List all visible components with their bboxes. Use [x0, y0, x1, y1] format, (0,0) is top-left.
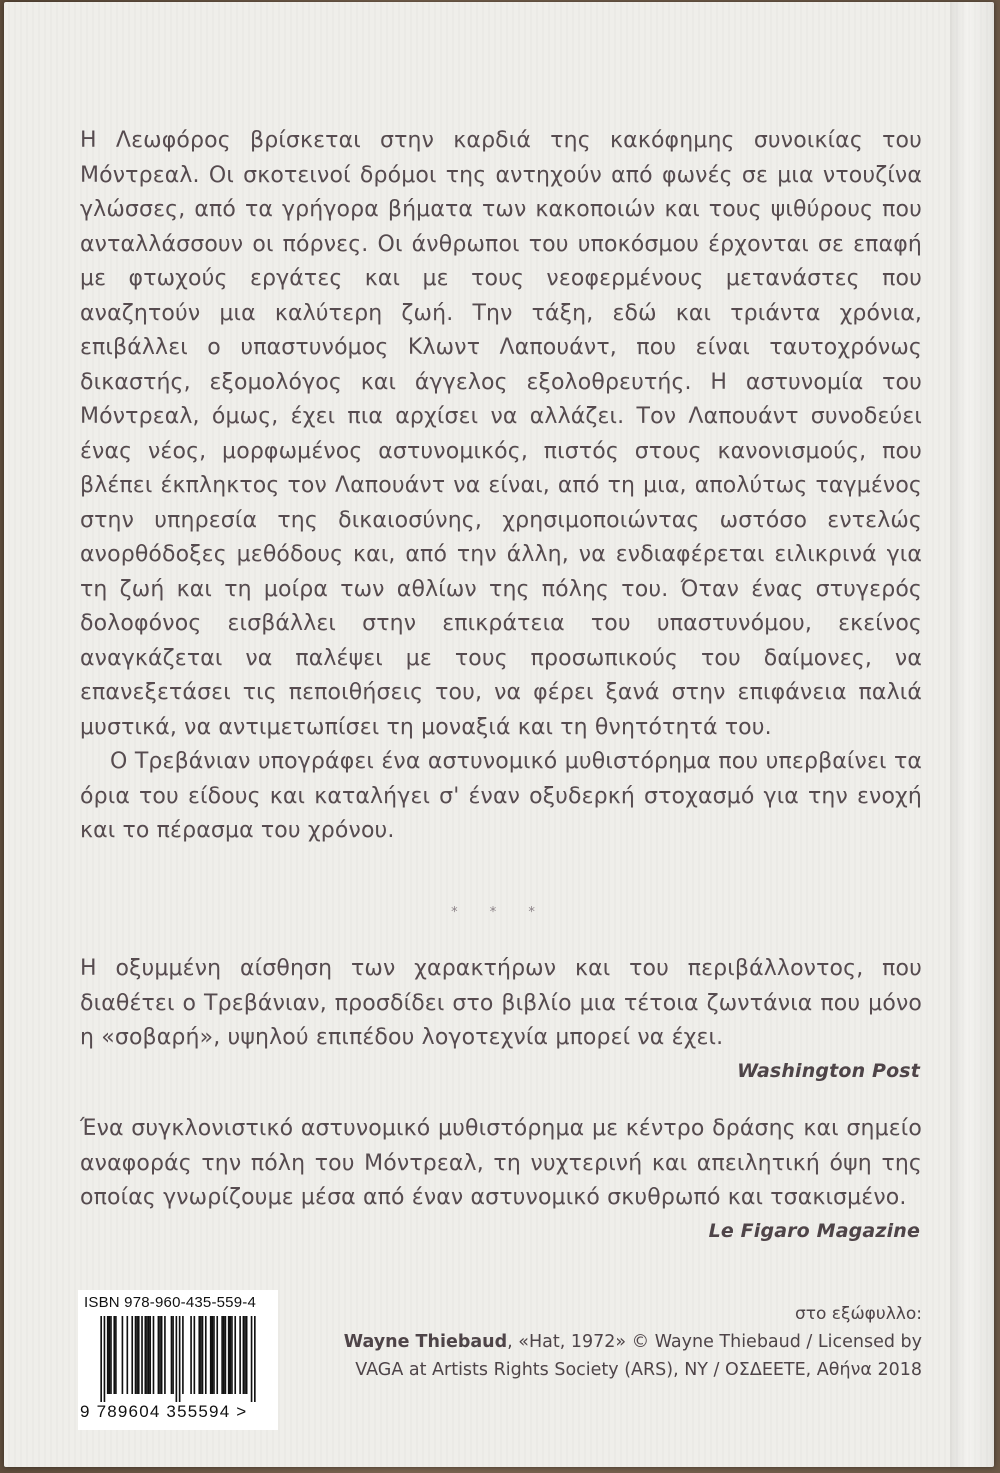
- barcode-bar: [109, 1316, 111, 1394]
- barcode-bar: [161, 1316, 163, 1394]
- barcode-bar: [228, 1316, 230, 1394]
- barcode-bar: [239, 1316, 241, 1394]
- blurb-paragraph-2: Ο Τρεβάνιαν υπογράφει ένα αστυνομικό μυθιστόρημα που υπερβαίνει τα όρια του είδους και καταλήγει σ' έναν οξυδερκή στοχασμό για την ενοχή και το πέρασμα του χρόνου.: [80, 749, 922, 843]
- review-quote-2: [80, 1112, 922, 1246]
- barcode-bar: [213, 1316, 215, 1394]
- artwork-info: , «Hat, 1972» © Wayne Thiebaud / Licensed by: [507, 1332, 922, 1352]
- barcode-bar: [141, 1316, 143, 1394]
- barcode-bar: [190, 1316, 192, 1394]
- barcode-bar: [107, 1316, 109, 1394]
- barcode-bar: [246, 1316, 248, 1394]
- barcode-bar: [179, 1316, 181, 1402]
- barcode-bar: [205, 1316, 207, 1394]
- barcode-bars: [84, 1316, 272, 1402]
- barcode-bar: [243, 1316, 245, 1394]
- section-separator: * * *: [451, 905, 549, 920]
- barcode-bar: [176, 1316, 178, 1402]
- credits-line-1: [282, 1328, 922, 1356]
- barcode-bar: [127, 1316, 129, 1394]
- barcode-bar: [202, 1316, 204, 1394]
- isbn-label: ISBN 978-960-435-559-4: [84, 1294, 257, 1311]
- quote-text: Η οξυμμένη αίσθηση των χαρακτήρων και του περιβάλλοντος, που διαθέτει ο Τρεβάνιαν, προσδίδει στο βιβλίο μια τέτοια ζωντάνια που μόνο η «σοβαρή», υψηλού επιπέδου λογοτεχνία μπορεί να έχει.: [80, 956, 922, 1050]
- barcode-bar: [113, 1316, 115, 1394]
- barcode-bar: [194, 1316, 196, 1394]
- barcode-bar: [234, 1316, 236, 1394]
- barcode-bar: [244, 1316, 246, 1394]
- cover-credits: [282, 1300, 922, 1384]
- barcode-bar: [198, 1316, 200, 1394]
- barcode-bar: [104, 1316, 106, 1402]
- barcode-bar: [138, 1316, 140, 1394]
- barcode-bar: [144, 1316, 146, 1394]
- credits-line-2: VAGA at Artists Rights Society (ARS), NY / ΟΣΔΕΕΤΕ, Αθήνα 2018: [355, 1360, 922, 1380]
- barcode-bar: [172, 1316, 174, 1394]
- barcode-bar: [171, 1316, 173, 1394]
- barcode-bar: [229, 1316, 231, 1394]
- barcode-bar: [146, 1316, 148, 1394]
- barcode-bar: [148, 1316, 150, 1394]
- barcode-bar: [223, 1316, 225, 1394]
- barcode-digits: 9 789604 355594 >: [80, 1402, 248, 1421]
- quote-source: Le Figaro Magazine: [708, 1219, 920, 1242]
- barcode-bar: [131, 1316, 133, 1394]
- barcode-bar: [254, 1316, 256, 1402]
- barcode-bar: [210, 1316, 212, 1394]
- quote-text: Ένα συγκλονιστικό αστυνομικό μυθιστόρημα με κέντρο δράσης και σημείο αναφοράς την πόλη του Μόντρεαλ, τη νυχτερινή και απειλητική όψη της οποίας γνωρίζουμε μέσα από έναν αστυνομικό σκυθρωπό και τσακισμένο.: [80, 1116, 922, 1210]
- spine-edge: [950, 2, 994, 1467]
- barcode-bar: [216, 1316, 218, 1394]
- barcode-bar: [164, 1316, 166, 1394]
- artist-name: Wayne Thiebaud: [343, 1332, 508, 1352]
- barcode-bar: [115, 1316, 117, 1394]
- barcode-bar: [153, 1316, 155, 1394]
- credits-label: στο εξώφυλλο:: [794, 1304, 922, 1324]
- barcode-bar: [158, 1316, 160, 1394]
- barcode-bar: [251, 1316, 253, 1402]
- barcode-bar: [212, 1316, 214, 1394]
- barcode-bar: [221, 1316, 223, 1394]
- barcode-bar: [135, 1316, 137, 1394]
- barcode-bar: [182, 1316, 184, 1394]
- barcode-bar: [149, 1316, 151, 1394]
- barcode-bar: [159, 1316, 161, 1394]
- blurb: [80, 124, 922, 849]
- barcode-bar: [231, 1316, 233, 1394]
- barcode-bar: [136, 1316, 138, 1394]
- barcode-bar: [110, 1316, 112, 1394]
- review-quote-1: [80, 952, 922, 1086]
- barcode-bar: [100, 1316, 102, 1402]
- blurb-paragraph-1: Η Λεωφόρος βρίσκεται στην καρδιά της κακόφημης συνοικίας του Μόντρεαλ. Οι σκοτεινοί δρόμοι της αντηχούν από φωνές σε μια ντουζίνα γλώσσες, από τα γρήγορα βήματα των κακοποιών και τους ψιθύρους που ανταλλάσσουν οι πόρνες. Οι άνθρωποι του υποκόσμου έρχονται σε επαφή με φτωχούς εργάτες και με τους νεοφερμένους μετανάστες που αναζητούν μια καλύτερη ζωή. Την τάξη, εδώ και τριάντα χρόνια, επιβάλλει ο υπαστυνόμος Κλωντ Λαπουάντ, που είναι ταυτοχρόνως δικαστής, εξομολόγος και άγγελος εξολοθρευτής. Η αστυνομία του Μόντρεαλ, όμως, έχει πια αρχίσει να αλλάζει. Τον Λαπουάντ συνοδεύει ένας νέος, μορφωμένος αστυνομικός, πιστός στους κανονισμούς, που βλέπει έκπληκτος τον Λαπουάντ να είναι, από τη μια, απολύτως ταγμένος στην υπηρεσία της δικαιοσύνης, χρησιμοποιώντας ωστόσο εντελώς ανορθόδοξες μεθόδους και, από την άλλη, να ενδιαφέρεται ειλικρινά για τη ζωή και τη μοίρα των αθλίων της πόλης του. Όταν ένας στυγερός δολοφόνος εισβάλλει στην επικράτεια του υπαστυνόμου, εκείνος αναγκάζεται να παλέψει με τους προσωπικούς του δαίμονες, να επανεξετάσει τις πεποιθήσεις του, να φέρει ξανά στην επιφάνεια παλιά μυστικά, να αντιμετωπίσει τη μοναξιά και τη θνητότητά του.: [80, 128, 922, 740]
- isbn-barcode: [78, 1290, 278, 1430]
- barcode-bar: [200, 1316, 202, 1394]
- barcode-bar: [122, 1316, 124, 1394]
- barcode-bar: [225, 1316, 227, 1394]
- quote-source: Washington Post: [737, 1059, 920, 1082]
